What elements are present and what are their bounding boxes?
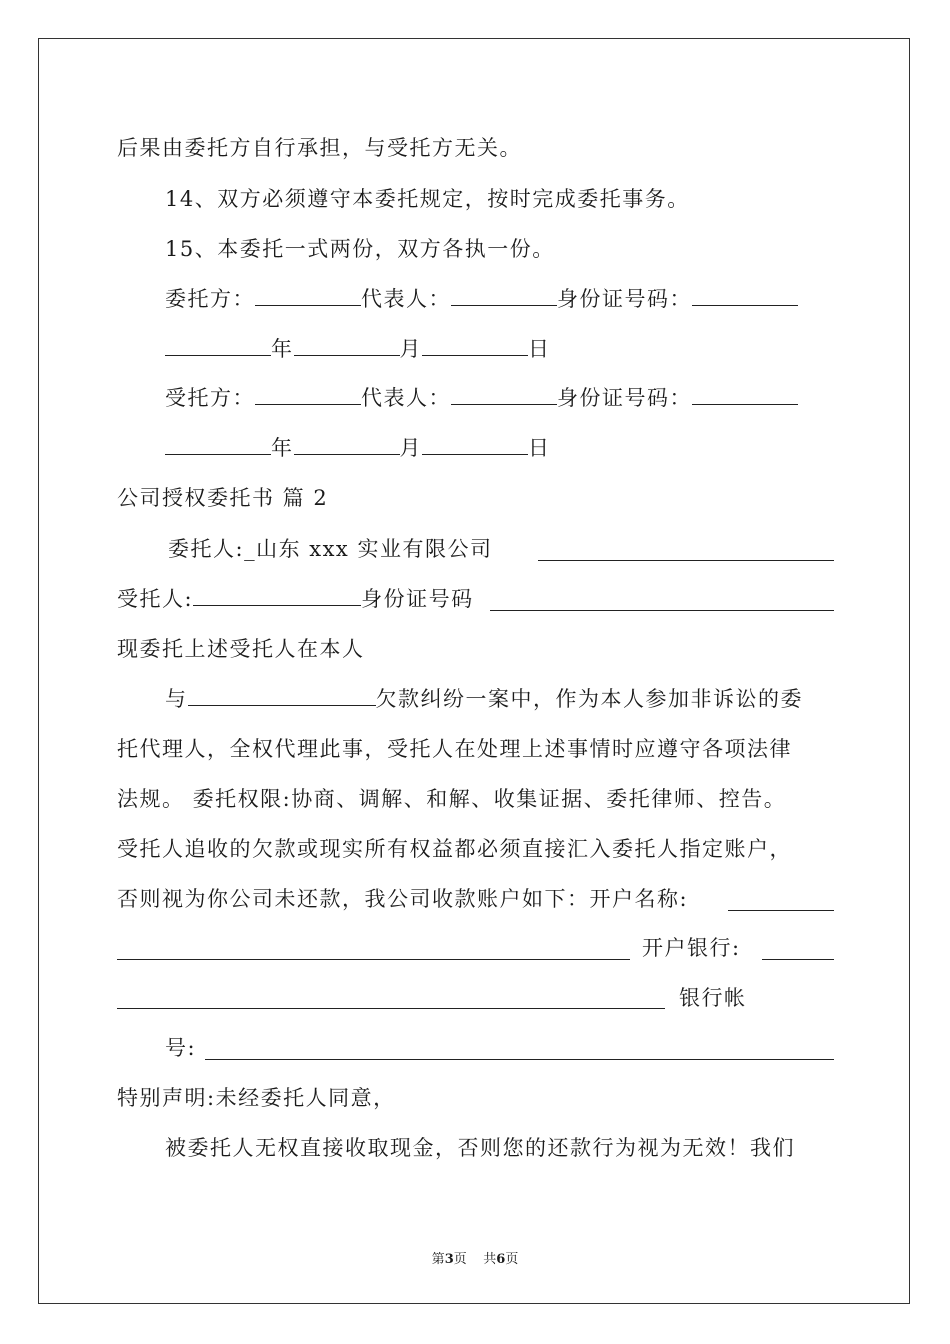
account-label: 银行帐 (679, 986, 747, 1010)
blank-field (255, 285, 361, 306)
text-line: 后果由委托方自行承担，与受托方无关。 (117, 136, 522, 160)
year-label: 年 (271, 436, 294, 460)
blank-field (451, 384, 557, 405)
blank-field (728, 910, 834, 911)
agent-line (117, 585, 474, 613)
blank-field (294, 434, 400, 455)
blank-field (255, 384, 361, 405)
day-label: 日 (528, 337, 551, 361)
text-line: 15、本委托一式两份，双方各执一份。 (165, 237, 555, 261)
day-label: 日 (528, 436, 551, 460)
blank-field (165, 335, 271, 356)
account-label-continued: 号: (165, 1036, 197, 1060)
blank-field (762, 959, 834, 960)
id-number-label: 身份证号码 (361, 587, 474, 611)
text-line: 托代理人，全权代理此事，受托人在处理上述事情时应遵守各项法律 (117, 737, 792, 761)
blank-field (165, 434, 271, 455)
date-line (165, 335, 551, 363)
text-line: 被委托人无权直接收取现金，否则您的还款行为视为无效！我们 (165, 1136, 795, 1160)
blank-field (692, 384, 798, 405)
blank-field (692, 285, 798, 306)
text-line: 受托人追收的欠款或现实所有权益都必须直接汇入委托人指定账户， (117, 837, 792, 861)
year-label: 年 (271, 337, 294, 361)
blank-field (422, 335, 528, 356)
text-line (165, 685, 803, 713)
blank-field (193, 585, 361, 606)
bank-label: 开户银行: (642, 936, 741, 960)
agent-party-label: 受托方： (165, 386, 255, 410)
blank-field (117, 1008, 665, 1009)
blank-field (422, 434, 528, 455)
special-statement: 特别声明:未经委托人同意， (117, 1086, 396, 1110)
representative-label: 代表人： (361, 386, 451, 410)
blank-field (451, 285, 557, 306)
text-line: 14、双方必须遵守本委托规定，按时完成委托事务。 (165, 187, 690, 211)
blank-field (205, 1059, 834, 1060)
id-number-label: 身份证号码： (557, 386, 692, 410)
blank-field (294, 335, 400, 356)
current-page-number: 3 (444, 1252, 454, 1267)
month-label: 月 (399, 337, 422, 361)
agent-label: 受托人: (117, 587, 194, 611)
principal-line: 委托人:_山东 xxx 实业有限公司 (168, 537, 493, 561)
id-number-label: 身份证号码： (557, 287, 692, 311)
with-label: 与 (165, 687, 188, 711)
representative-label: 代表人： (361, 287, 451, 311)
total-pages-number: 6 (496, 1252, 506, 1267)
date-line (165, 434, 551, 462)
page-footer: 第3页 共6页 (431, 1252, 519, 1267)
section-heading: 公司授权委托书 篇 2 (117, 486, 329, 510)
text-line: 否则视为你公司未还款，我公司收款账户如下：开户名称: (117, 887, 689, 911)
principal-party-label: 委托方： (165, 287, 255, 311)
text-line: 法规。 委托权限:协商、调解、和解、收集证据、委托律师、控告。 (117, 787, 787, 811)
blank-field (188, 685, 376, 706)
paragraph-text: 欠款纠纷一案中，作为本人参加非诉讼的委 (375, 687, 803, 711)
blank-field (490, 610, 834, 611)
text-line: 现委托上述受托人在本人 (117, 637, 365, 661)
month-label: 月 (399, 436, 422, 460)
blank-field (117, 959, 630, 960)
blank-field (538, 560, 834, 561)
signature-line-principal (165, 285, 798, 313)
signature-line-agent (165, 384, 798, 412)
page-border (38, 38, 910, 1304)
